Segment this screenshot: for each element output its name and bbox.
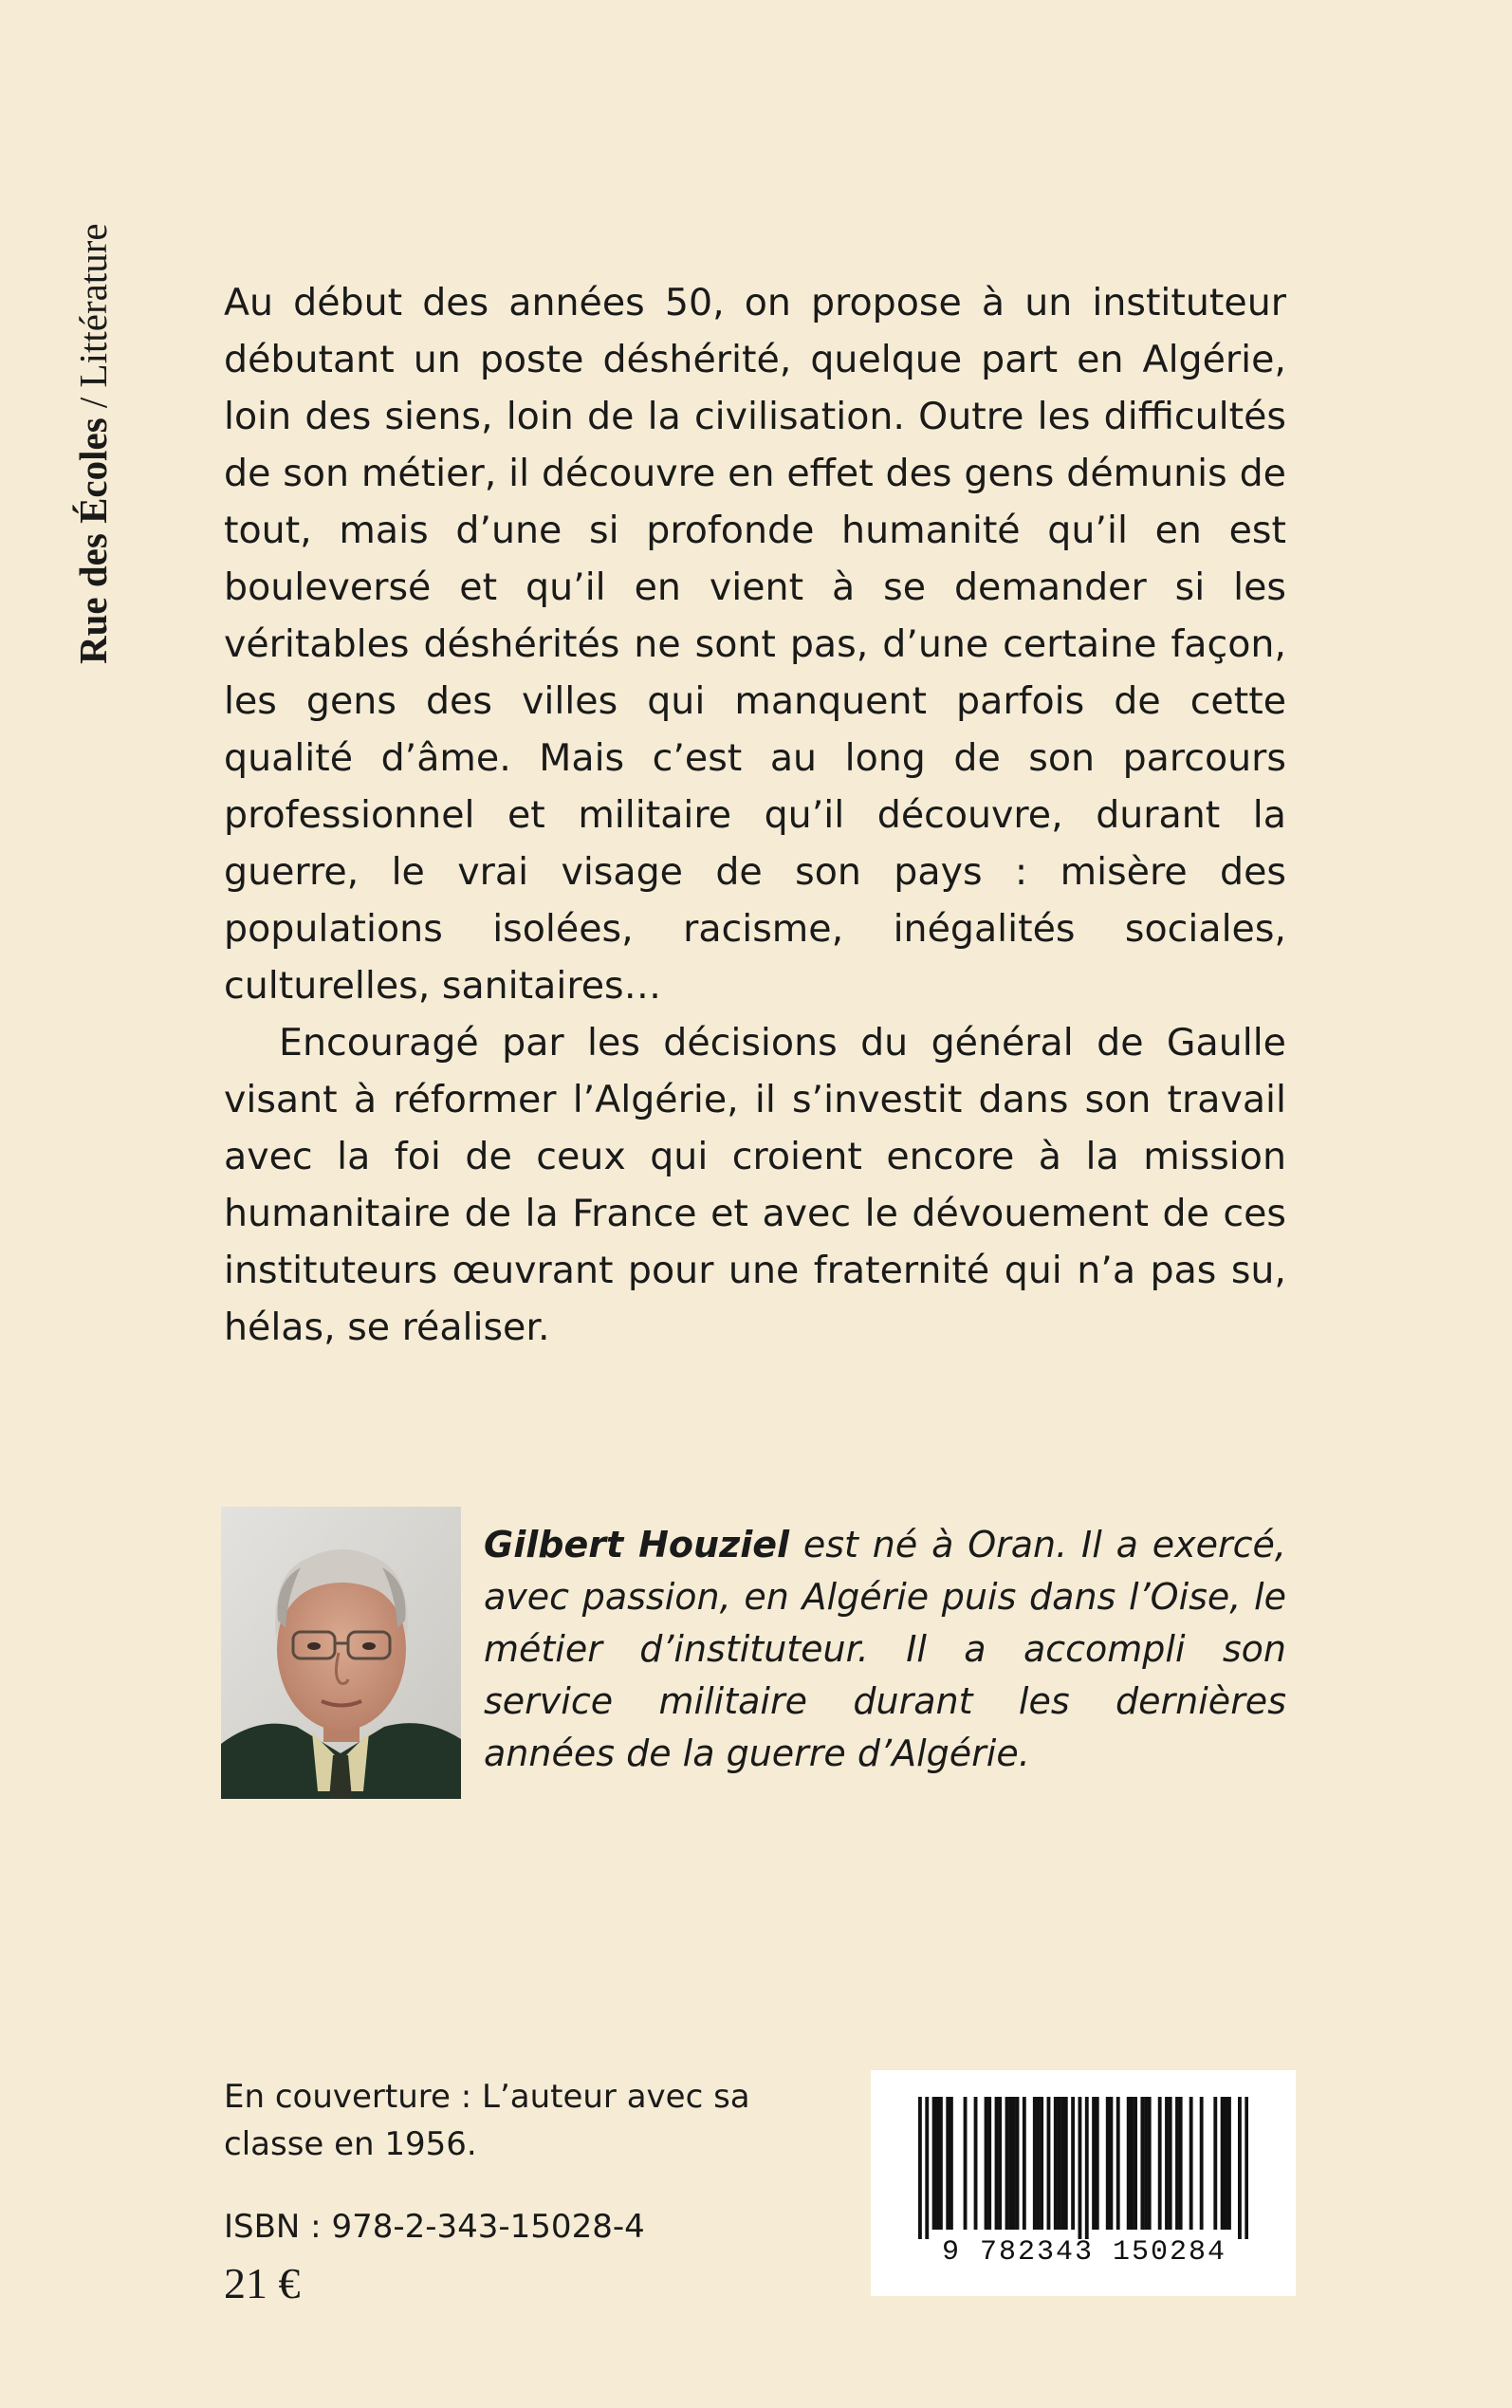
- barcode-bar: [1179, 2097, 1183, 2230]
- barcode-bar: [932, 2097, 936, 2230]
- barcode-bar: [1134, 2097, 1137, 2230]
- spine-label: [65, 95, 121, 664]
- barcode-bar: [918, 2097, 922, 2239]
- barcode-bar: [1224, 2097, 1227, 2230]
- blurb-paragraph: Encouragé par les décisions du général de Gaulle visant à réformer l’Algérie, il s’investit dans son travail avec la foi de ceux qui croient encore à la mission humanitaire de la France et avec le dévouement de ces instituteurs œuvrant pour une fraternité qui n’a pas su, hélas, se réaliser.: [224, 1021, 1286, 1349]
- barcode-bar: [1148, 2097, 1152, 2230]
- barcode-bar: [974, 2097, 978, 2230]
- barcode-bar: [1165, 2097, 1169, 2230]
- barcode-bar: [1227, 2097, 1231, 2230]
- barcode-bar: [1037, 2097, 1041, 2230]
- barcode-bar: [1116, 2097, 1120, 2230]
- barcode-bar: [1158, 2097, 1162, 2230]
- barcode-bar: [1040, 2097, 1043, 2230]
- barcode-bar: [1092, 2097, 1096, 2230]
- barcode-bar: [1054, 2097, 1058, 2230]
- barcode-bar: [1023, 2097, 1026, 2230]
- barcode-bar: [1127, 2097, 1131, 2230]
- book-price: 21 €: [224, 2259, 301, 2307]
- barcode-bar: [1064, 2097, 1068, 2230]
- cover-credit: En couverture : L’auteur avec sa classe en 1956.: [224, 2078, 750, 2163]
- author-portrait-image: [221, 1507, 461, 1799]
- barcode-bar: [1096, 2097, 1099, 2230]
- barcode-bar: [1047, 2097, 1051, 2230]
- barcode-bar: [1071, 2097, 1075, 2230]
- book-blurb: [224, 274, 1286, 1356]
- barcode-bar: [995, 2097, 999, 2230]
- barcode-bars: [918, 2097, 1248, 2239]
- spine-separator: /: [71, 387, 115, 418]
- barcode-bar: [1144, 2097, 1148, 2230]
- barcode-bar: [1221, 2097, 1225, 2230]
- barcode-bar: [939, 2097, 943, 2230]
- barcode-bar: [1140, 2097, 1144, 2230]
- author-bio: [484, 1519, 1286, 1780]
- barcode-bar: [1200, 2097, 1204, 2230]
- series-name: Rue des Écoles: [71, 417, 115, 664]
- barcode-bar: [1085, 2097, 1089, 2239]
- barcode-bar: [925, 2097, 929, 2239]
- barcode-bar: [1238, 2097, 1242, 2239]
- barcode-bar: [1008, 2097, 1012, 2230]
- barcode-bar: [1033, 2097, 1037, 2230]
- barcode-bar: [1245, 2097, 1248, 2239]
- author-name: Gilbert Houziel: [484, 1524, 790, 1565]
- barcode-bar: [964, 2097, 968, 2230]
- barcode-bar: [1106, 2097, 1110, 2230]
- blurb-paragraph: Au début des années 50, on propose à un instituteur débutant un poste déshérité, quelque part en Algérie, loin des siens, loin de la civilisation. Outre les difficultés de son métier, il découvre en effet des gens démunis de tout, mais d’une si profonde humanité qu’il en est bouleversé et qu’il en vient à se demander si les véritables déshérités ne sont pas, d’une certaine façon, les gens des villes qui manquent parfois de cette qualité d’âme. Mais c’est au long de son parcours professionnel et militaire qu’il découvre, durant la guerre, le vrai visage de son pays : misère des populations isolées, racisme, inégalités sociales, culturelles, sanitaires…: [224, 281, 1286, 1008]
- barcode-bar: [1175, 2097, 1179, 2230]
- barcode-bar: [950, 2097, 953, 2230]
- barcode-bar: [1060, 2097, 1064, 2230]
- barcode-bar: [946, 2097, 950, 2230]
- barcode-bar: [1213, 2097, 1217, 2230]
- barcode-bar: [1058, 2097, 1061, 2230]
- barcode-bar: [1189, 2097, 1193, 2230]
- barcode-bar: [987, 2097, 991, 2230]
- barcode-digits: 9 782343 150284: [941, 2236, 1227, 2269]
- barcode-bar: [1130, 2097, 1134, 2230]
- series-category: Littérature: [71, 223, 115, 388]
- isbn-number: ISBN : 978-2-343-15028-4: [224, 2208, 645, 2246]
- barcode-bar: [1005, 2097, 1009, 2230]
- barcode-bar: [1169, 2097, 1172, 2230]
- barcode-bar: [1079, 2097, 1082, 2239]
- barcode-bar: [1016, 2097, 1020, 2230]
- barcode-bar: [1012, 2097, 1016, 2230]
- barcode-bar: [935, 2097, 939, 2230]
- barcode: [871, 2070, 1296, 2296]
- author-photo: [221, 1507, 461, 1799]
- author-bio-text: est né à Oran. Il a exercé, avec passion, en Algérie puis dans l’Oise, le métier d’instituteur. Il a accompli son service militaire durant les dernières années de la guerre d’Algérie.: [484, 1524, 1286, 1774]
- barcode-bar: [998, 2097, 1002, 2230]
- barcode-bar: [1109, 2097, 1113, 2230]
- barcode-bar: [985, 2097, 988, 2230]
